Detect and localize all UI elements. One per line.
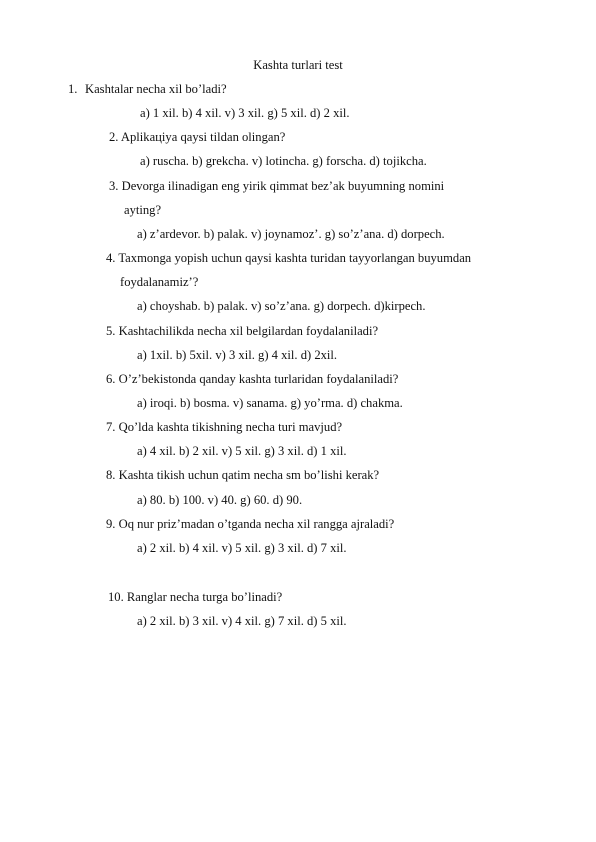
question-text-continuation: ayting?: [124, 203, 162, 217]
question-number: 1.: [68, 82, 78, 96]
answer-options: a) 4 xil. b) 2 xil. v) 5 xil. g) 3 xil. d) 1 xil.: [137, 444, 347, 458]
question-text: 2. Aplikaцiya qaysi tildan olingan?: [109, 130, 286, 144]
question-text: 5. Kashtachilikda necha xil belgilardan foydalaniladi?: [106, 324, 379, 338]
answer-options: a) 2 xil. b) 4 xil. v) 5 xil. g) 3 xil. d) 7 xil.: [137, 541, 347, 555]
answer-options: a) ruscha. b) grekcha. v) lotincha. g) forscha. d) tojikcha.: [140, 154, 427, 168]
question-text: 4. Taxmonga yopish uchun qaysi kashta turidan tayyorlangan buyumdan: [106, 251, 472, 265]
answer-options: a) 80. b) 100. v) 40. g) 60. d) 90.: [137, 493, 303, 507]
question-text: 7. Qo’lda kashta tikishning necha turi mavjud?: [106, 420, 343, 434]
answer-options: a) z’ardevor. b) palak. v) joynamoz’. g) so’z’ana. d) dorpech.: [137, 227, 445, 241]
question-text: 8. Kashta tikish uchun qatim necha sm bo’lishi kerak?: [106, 468, 380, 482]
question-text-continuation: foydalanamiz’?: [120, 275, 199, 289]
answer-options: a) 2 xil. b) 3 xil. v) 4 xil. g) 7 xil. d) 5 xil.: [137, 614, 347, 628]
question-text: 3. Devorga ilinadigan eng yirik qimmat bez’ak buyumning nomini: [109, 179, 445, 193]
question-text: 6. O’z’bekistonda qanday kashta turlaridan foydalaniladi?: [106, 372, 399, 386]
question-text: Kashtalar necha xil bo’ladi?: [85, 82, 227, 96]
answer-options: a) choyshab. b) palak. v) so’z’ana. g) dorpech. d)kirpech.: [137, 299, 426, 313]
question-text: 9. Oq nur priz’madan o’tganda necha xil rangga ajraladi?: [106, 517, 395, 531]
answer-options: a) 1 xil. b) 4 xil. v) 3 xil. g) 5 xil. d) 2 xil.: [140, 106, 350, 120]
question-text: 10. Ranglar necha turga bo’linadi?: [108, 590, 283, 604]
answer-options: a) iroqi. b) bosma. v) sanama. g) yo’rma. d) chakma.: [137, 396, 403, 410]
page-title: Kashta turlari test: [253, 58, 343, 72]
answer-options: a) 1xil. b) 5xil. v) 3 xil. g) 4 xil. d) 2xil.: [137, 348, 338, 362]
